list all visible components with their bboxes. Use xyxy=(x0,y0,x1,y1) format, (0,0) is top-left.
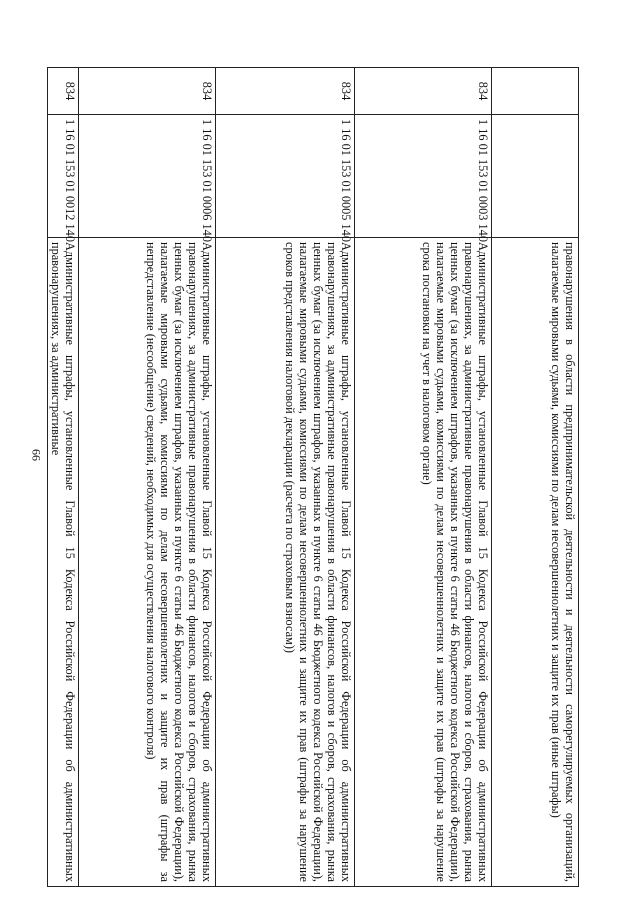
admin-code-cell xyxy=(492,68,579,115)
description-cell: Административные штрафы, установленные Главой 15 Кодекса Российской Федерации об административных правонарушениях, за административные правонарушения в области финансов, налогов и сборов, страхования, рынка ценных бумаг (за исключением штрафов, указанных в пункте 6 статьи 46 Бюджетного кодекса Российской Федерации), налагаемые мировыми судьями, комиссиями по делам несовершеннолетних и защите их прав (штрафы за нарушение сроков представления налоговой декларации (расчета по страховым взносам)) xyxy=(216,238,355,887)
table-row xyxy=(216,68,355,887)
kbk-code-cell: 1 16 01 153 01 0012 140 xyxy=(47,115,78,238)
page-number: 66 xyxy=(29,449,44,461)
description-cell: Административные штрафы, установленные Главой 15 Кодекса Российской Федерации об административных правонарушениях, за административные правонарушения в области финансов, налогов и сборов, страхования, рынка ценных бумаг (за исключением штрафов, указанных в пункте 6 статьи 46 Бюджетного кодекса Российской Федерации), налагаемые мировыми судьями, комиссиями по делам несовершеннолетних и защите их прав (штрафы за нарушение срока постановки на учет в налоговом органе) xyxy=(355,238,492,887)
description-cell: Административные штрафы, установленные Главой 15 Кодекса Российской Федерации об административных правонарушениях, за административные xyxy=(47,238,78,887)
table-row xyxy=(492,68,579,887)
description-cell: правонарушения в области предпринимательской деятельности и деятельности саморегулируемых организаций, налагаемые мировыми судьями, комиссиями по делам несовершеннолетних и защите их прав (иные штрафы) xyxy=(492,238,579,887)
table-row xyxy=(47,68,78,887)
kbk-code-cell: 1 16 01 153 01 0005 140 xyxy=(216,115,355,238)
budget-classification-table xyxy=(47,67,579,887)
rotated-page-content xyxy=(48,67,579,887)
admin-code-cell: 834 xyxy=(79,68,216,115)
admin-code-cell: 834 xyxy=(47,68,78,115)
table-row xyxy=(79,68,216,887)
description-cell: Административные штрафы, установленные Главой 15 Кодекса Российской Федерации об административных правонарушениях, за административные правонарушения в области финансов, налогов и сборов, страхования, рынка ценных бумаг (за исключением штрафов, указанных в пункте 6 статьи 46 Бюджетного кодекса Российской Федерации), налагаемые мировыми судьями, комиссиями по делам несовершеннолетних и защите их прав (штрафы за непредставление (несообщение) сведений, необходимых для осуществления налогового контроля) xyxy=(79,238,216,887)
table-row xyxy=(355,68,492,887)
admin-code-cell: 834 xyxy=(355,68,492,115)
kbk-code-cell: 1 16 01 153 01 0003 140 xyxy=(355,115,492,238)
kbk-code-cell: 1 16 01 153 01 0006 140 xyxy=(79,115,216,238)
admin-code-cell: 834 xyxy=(216,68,355,115)
kbk-code-cell xyxy=(492,115,579,238)
